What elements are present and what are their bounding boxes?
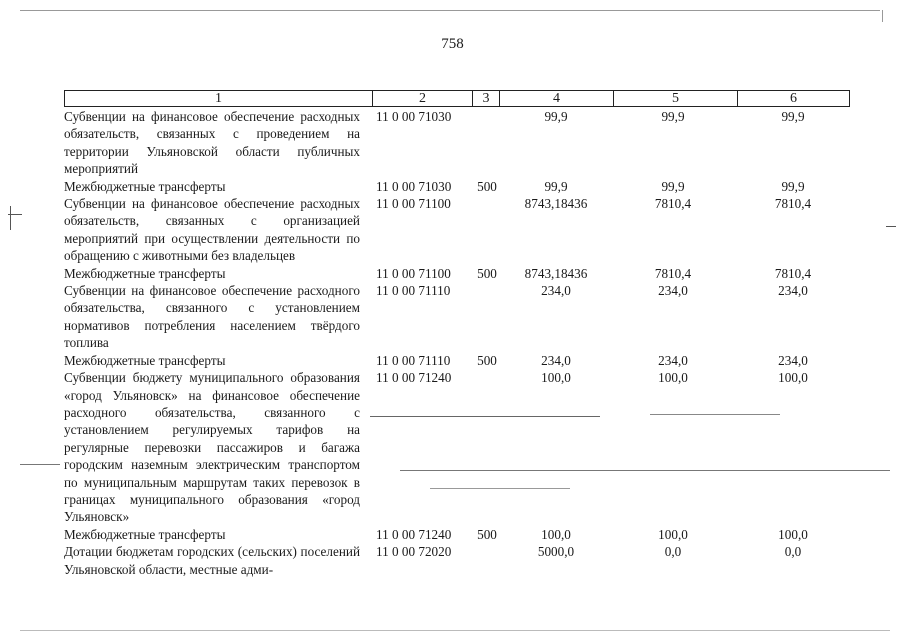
row-value-4: 234,0 [541, 352, 571, 368]
row-value-4: 100,0 [541, 370, 571, 386]
table-row [64, 178, 850, 195]
scan-edge-line [20, 10, 880, 11]
scan-edge-line [20, 630, 890, 631]
scan-line [400, 470, 890, 471]
table-header-row [64, 90, 850, 107]
table-body [64, 108, 850, 578]
row-code: 11 0 00 71030 [376, 109, 452, 124]
row-value-5: 234,0 [658, 283, 688, 299]
row-name: Межбюджетные трансферты [64, 526, 226, 542]
row-code: 11 0 00 71030 [376, 178, 452, 194]
row-value-5: 0,0 [664, 544, 682, 560]
row-value-6: 234,0 [778, 283, 808, 299]
row-name: Субвенции на финансовое обеспечение расходных обязательств, связанных с проведением на территории Ульяновской области публичных мероприятий [64, 109, 360, 177]
row-value-4: 234,0 [541, 283, 571, 299]
table-row [64, 108, 850, 178]
row-value-5: 99,9 [661, 178, 685, 194]
row-value-6: 99,9 [781, 109, 805, 124]
scan-line [370, 416, 600, 417]
header-col-3: 3 [472, 91, 499, 106]
row-code: 11 0 00 71100 [376, 196, 451, 212]
row-value-4: 5000,0 [537, 544, 575, 560]
page-number: 758 [441, 36, 464, 52]
scan-line [20, 464, 60, 465]
row-name: Субвенции на финансовое обеспечение расходных обязательств, связанных с организацией мероприятий при осуществлении деятельности по обращению с животными без владельцев [64, 196, 360, 264]
row-value-4: 100,0 [541, 526, 571, 542]
row-value-5: 234,0 [658, 352, 688, 368]
row-value-4: 99,9 [544, 109, 568, 124]
row-value-5: 7810,4 [654, 265, 692, 281]
table-row [64, 526, 850, 543]
row-value-6: 0,0 [784, 544, 802, 560]
row-type: 500 [477, 352, 497, 368]
row-code: 11 0 00 71100 [376, 265, 451, 281]
row-type: 500 [477, 265, 497, 281]
header-col-2: 2 [372, 91, 472, 106]
row-value-6: 100,0 [778, 526, 808, 542]
row-value-6: 7810,4 [774, 196, 812, 212]
scan-line [650, 414, 780, 415]
row-value-4: 8743,18436 [524, 265, 588, 281]
scan-mark [10, 206, 11, 230]
row-code: 11 0 00 71240 [376, 370, 452, 386]
row-value-6: 100,0 [778, 370, 808, 386]
table-row [64, 543, 850, 578]
table-row [64, 282, 850, 352]
row-name: Субвенции бюджету муниципального образования «город Ульяновск» на финансовое обеспечение расходного обязательства, связанного с установлением регулируемых тарифов на регулярные перевозки пассажиров и багажа городским наземным электрическим транспортом по муниципальным маршрутам таких перевозок в границах муниципального образования «город Ульяновск» [64, 370, 360, 525]
row-code: 11 0 00 72020 [376, 544, 452, 560]
row-value-4: 99,9 [544, 178, 568, 194]
row-value-6: 234,0 [778, 352, 808, 368]
row-code: 11 0 00 71110 [376, 352, 451, 368]
table-row [64, 352, 850, 369]
scan-edge-line [882, 10, 883, 22]
row-value-5: 100,0 [658, 370, 688, 386]
header-col-1: 1 [215, 91, 222, 106]
row-value-5: 7810,4 [654, 196, 692, 212]
table-row [64, 265, 850, 282]
row-code: 11 0 00 71110 [376, 283, 451, 299]
table-row [64, 369, 850, 526]
header-col-5: 5 [613, 91, 737, 106]
table-row [64, 195, 850, 265]
row-value-4: 8743,18436 [524, 196, 588, 212]
row-code: 11 0 00 71240 [376, 526, 452, 542]
row-type: 500 [477, 178, 497, 194]
row-name: Межбюджетные трансферты [64, 265, 226, 281]
row-type: 500 [477, 526, 497, 542]
header-col-6: 6 [737, 91, 849, 106]
row-name: Межбюджетные трансферты [64, 352, 226, 368]
scan-mark [886, 226, 896, 227]
row-name: Межбюджетные трансферты [64, 178, 226, 194]
row-value-5: 99,9 [661, 109, 685, 124]
header-col-4: 4 [499, 91, 613, 106]
row-name: Дотации бюджетам городских (сельских) поселений Ульяновской области, местные адми- [64, 544, 360, 577]
scan-line [430, 488, 570, 489]
row-value-6: 7810,4 [774, 265, 812, 281]
row-value-6: 99,9 [781, 178, 805, 194]
row-value-5: 100,0 [658, 526, 688, 542]
row-name: Субвенции на финансовое обеспечение расходного обязательства, связанного с установлением нормативов потребления населением твёрдого топлива [64, 283, 360, 351]
